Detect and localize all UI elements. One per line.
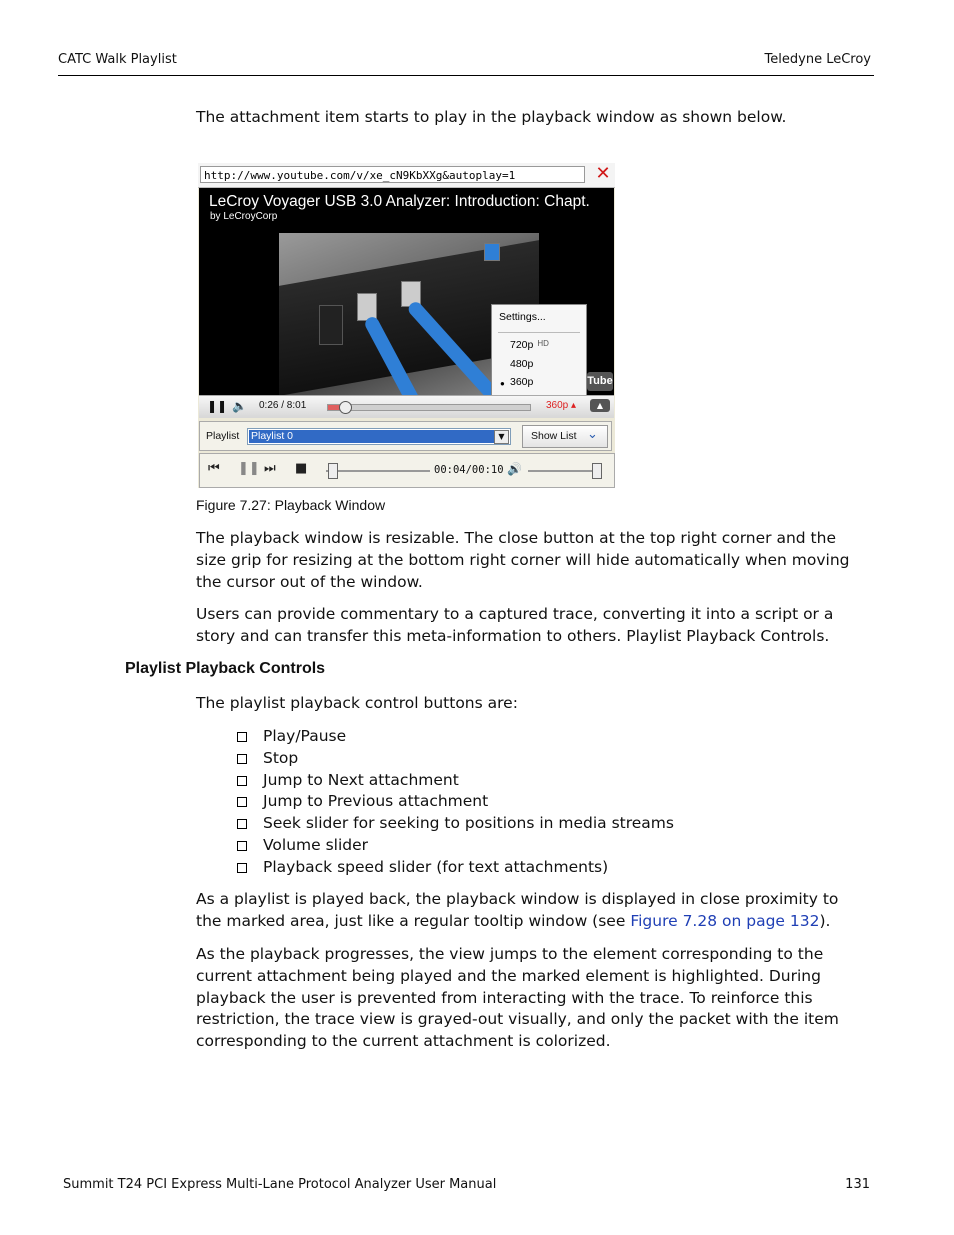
playback-time: 00:04/00:10: [434, 464, 504, 476]
quality-option-480p[interactable]: 480p: [510, 358, 534, 370]
selected-bullet-icon: ●: [500, 379, 505, 388]
settings-menu: [491, 304, 587, 395]
checkbox-bullet-icon: [237, 732, 247, 742]
show-list-button[interactable]: Show List ⌄: [522, 425, 608, 448]
page-number: 131: [845, 1177, 870, 1192]
playback-seek-slider[interactable]: [326, 470, 430, 472]
seek-knob[interactable]: [339, 401, 352, 414]
figure-cross-reference-link[interactable]: Figure 7.28 on page 132: [630, 911, 820, 930]
control-button-list: [236, 726, 674, 879]
hd-badge: HD: [537, 339, 549, 348]
volume-slider[interactable]: [528, 470, 600, 472]
quality-button[interactable]: 360p ▴: [546, 400, 577, 411]
intro-paragraph: The attachment item starts to play in the playback window as shown below.: [196, 108, 787, 126]
checkbox-bullet-icon: [237, 819, 247, 829]
proximity-paragraph: As a playlist is played back, the playback window is displayed in close proximity to the marked area, just like a regular tooltip window (see Figure 7.28 on page 132).: [196, 890, 839, 930]
previous-icon[interactable]: ⏮: [208, 461, 220, 476]
playlist-label: Playlist: [206, 430, 240, 442]
double-chevron-down-icon: ⌄: [587, 427, 598, 442]
quality-option-360p[interactable]: 360p: [510, 376, 534, 388]
video-control-bar: [199, 395, 614, 418]
list-item: Seek slider for seeking to positions in media streams: [236, 813, 674, 835]
list-item: Volume slider: [236, 835, 674, 857]
checkbox-bullet-icon: [237, 797, 247, 807]
stop-icon[interactable]: ■: [295, 461, 308, 476]
settings-title[interactable]: Settings...: [499, 311, 546, 323]
quality-option-720p[interactable]: 720p $^{HD}$: [510, 339, 549, 351]
figure-caption: Figure 7.27: Playback Window: [196, 497, 386, 513]
running-header-left: CATC Walk Playlist: [58, 52, 177, 67]
list-item: Jump to Previous attachment: [236, 791, 674, 813]
checkbox-bullet-icon: [237, 841, 247, 851]
list-item: Jump to Next attachment: [236, 770, 674, 792]
playlist-dropdown[interactable]: [247, 428, 511, 445]
header-rule: [58, 75, 874, 76]
video-area[interactable]: [199, 188, 614, 395]
youtube-logo[interactable]: Tube: [587, 372, 613, 391]
playlist-selected-value: Playlist 0: [249, 430, 495, 443]
running-header-right: Teledyne LeCroy: [764, 52, 871, 67]
pause-icon[interactable]: ❚❚: [207, 399, 228, 413]
video-time: 0:26 / 8:01: [259, 400, 307, 411]
checkbox-bullet-icon: [237, 863, 247, 873]
playback-controls-row: [199, 453, 615, 488]
volume-icon[interactable]: 🔈: [232, 399, 247, 413]
url-bar: [198, 163, 615, 188]
close-icon[interactable]: ✕: [595, 163, 611, 184]
commentary-paragraph: Users can provide commentary to a captured trace, converting it into a script or a story and can transfer this meta-information to others. Playlist Playback Controls.: [196, 605, 834, 645]
list-item: Stop: [236, 748, 674, 770]
footer-title: Summit T24 PCI Express Multi-Lane Protocol Analyzer User Manual: [63, 1177, 497, 1192]
resizable-paragraph: The playback window is resizable. The close button at the top right corner and the size grip for resizing at the bottom right corner will hide automatically when moving the cursor out of the window.: [196, 529, 850, 591]
playback-window-figure: [198, 163, 615, 488]
checkbox-bullet-icon: [237, 776, 247, 786]
video-author: by LeCroyCorp: [210, 211, 278, 222]
list-item: Playback speed slider (for text attachments): [236, 857, 674, 879]
menu-separator: [498, 332, 580, 333]
list-item: Play/Pause: [236, 726, 674, 748]
list-intro: The playlist playback control buttons are:: [196, 694, 518, 712]
expand-icon[interactable]: ▲: [590, 399, 610, 412]
checkbox-bullet-icon: [237, 754, 247, 764]
playlist-selector-row: [199, 421, 612, 451]
volume-slider-thumb[interactable]: [592, 463, 602, 479]
section-heading: Playlist Playback Controls: [125, 660, 326, 677]
pause-icon[interactable]: ❚❚: [238, 461, 260, 476]
progress-paragraph: As the playback progresses, the view jumps to the element corresponding to the current attachment being played and the marked element is highlighted. During playback the user is prevented from interacting with the trace. To reinforce this restriction, the trace view is grayed-out visually, and only the packet with the item corresponding to the current attachment is colorized.: [196, 945, 839, 1051]
next-icon[interactable]: ⏭: [264, 461, 276, 476]
chevron-down-icon[interactable]: ▼: [494, 430, 509, 444]
video-title: LeCroy Voyager USB 3.0 Analyzer: Introduction: Chapt.: [209, 193, 590, 210]
video-seek-bar[interactable]: [327, 404, 531, 411]
url-field[interactable]: http://www.youtube.com/v/xe_cN9KbXXg&autoplay=1: [200, 166, 585, 183]
seek-slider-thumb[interactable]: [328, 463, 338, 479]
volume-icon[interactable]: 🔊: [507, 462, 522, 476]
